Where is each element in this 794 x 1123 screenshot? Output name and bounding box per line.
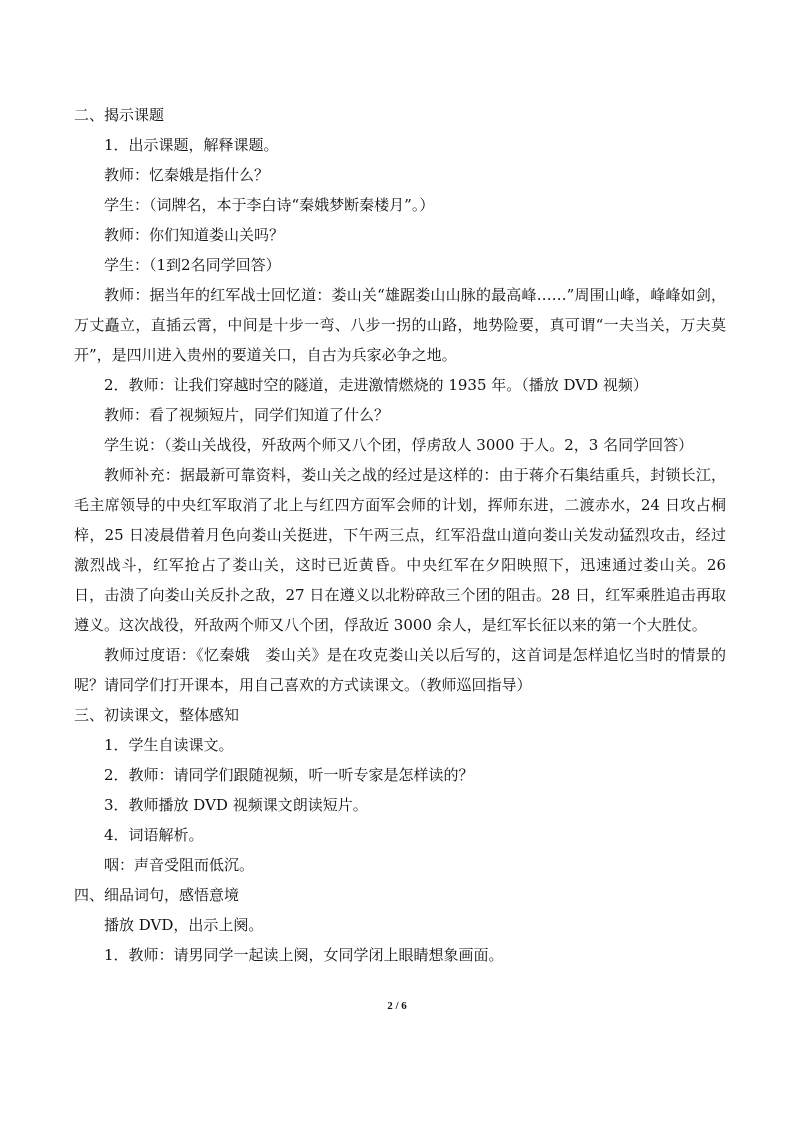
paragraph: 2．教师：让我们穿越时空的隧道，走进激情燃烧的 1935 年。（播放 DVD 视频） (104, 376, 648, 394)
paragraph: 4．词语解析。 (104, 826, 204, 844)
paragraph: 教师补充：据最新可靠资料，娄山关之战的经过是这样的：由于蒋介石集结重兵，封锁长江，毛主席领导的中央红军取消了北上与红四方面军会师的计划，挥师东进，二渡赤水，24 日攻占桐梓，25 日凌晨借着月色向娄山关挺进，下午两三点，红军沿盘山道向娄山关发动猛烈攻击，经过激烈战斗，红军抢占了娄山关，这时已近黄昏。中央红军在夕阳映照下，迅速通过娄山关。26 日，击溃了向娄山关反扑之敌，27 日在遵义以北粉碎敌三个团的阻击。28 日，红军乘胜追击再取遵义。这次战役，歼敌两个师又八个团，俘敌近 3000 余人，是红军长征以来的第一个大胜仗。 (74, 466, 726, 634)
paragraph: 学生：（词牌名，本于李白诗“秦娥梦断秦楼月”。） (104, 196, 435, 214)
section-heading-2: 二、揭示课题 (74, 106, 165, 124)
paragraph: 教师：据当年的红军战士回忆道：娄山关“雄踞娄山山脉的最高峰……”周围山峰，峰峰如剑，万丈矗立，直插云霄，中间是十步一弯、八步一拐的山路，地势险要，真可谓“一夫当关，万夫莫开”，是四川进入贵州的要道关口，自古为兵家必争之地。 (74, 286, 726, 364)
section-heading-4: 四、细品词句，感悟意境 (74, 886, 240, 904)
paragraph: 教师：你们知道娄山关吗？ (104, 226, 285, 244)
paragraph: 咽：声音受阻而低沉。 (104, 856, 255, 874)
page-number: 2 / 6 (387, 1000, 407, 1012)
section-heading-3: 三、初读课文，整体感知 (74, 706, 240, 724)
paragraph: 教师：看了视频短片，同学们知道了什么？ (104, 406, 390, 424)
paragraph: 学生：（1到2名同学回答） (104, 256, 281, 274)
paragraph: 1．学生自读课文。 (104, 736, 234, 754)
paragraph: 3．教师播放 DVD 视频课文朗读短片。 (104, 796, 368, 814)
paragraph: 2．教师：请同学们跟随视频，听一听专家是怎样读的？ (104, 766, 474, 784)
paragraph: 教师：忆秦娥是指什么？ (104, 166, 270, 184)
paragraph: 学生说：（娄山关战役，歼敌两个师又八个团，俘虏敌人 3000 于人。2，3 名同学回答） (104, 436, 694, 454)
document-body (74, 100, 726, 970)
paragraph: 播放 DVD，出示上阕。 (104, 916, 264, 934)
paragraph: 1．出示课题，解释课题。 (104, 136, 279, 154)
paragraph: 教师过度语：《忆秦娥 娄山关》是在攻克娄山关以后写的，这首词是怎样追忆当时的情景的呢？请同学们打开课本，用自己喜欢的方式读课文。（教师巡回指导） (74, 646, 726, 694)
paragraph: 1．教师：请男同学一起读上阕，女同学闭上眼睛想象画面。 (104, 946, 504, 964)
